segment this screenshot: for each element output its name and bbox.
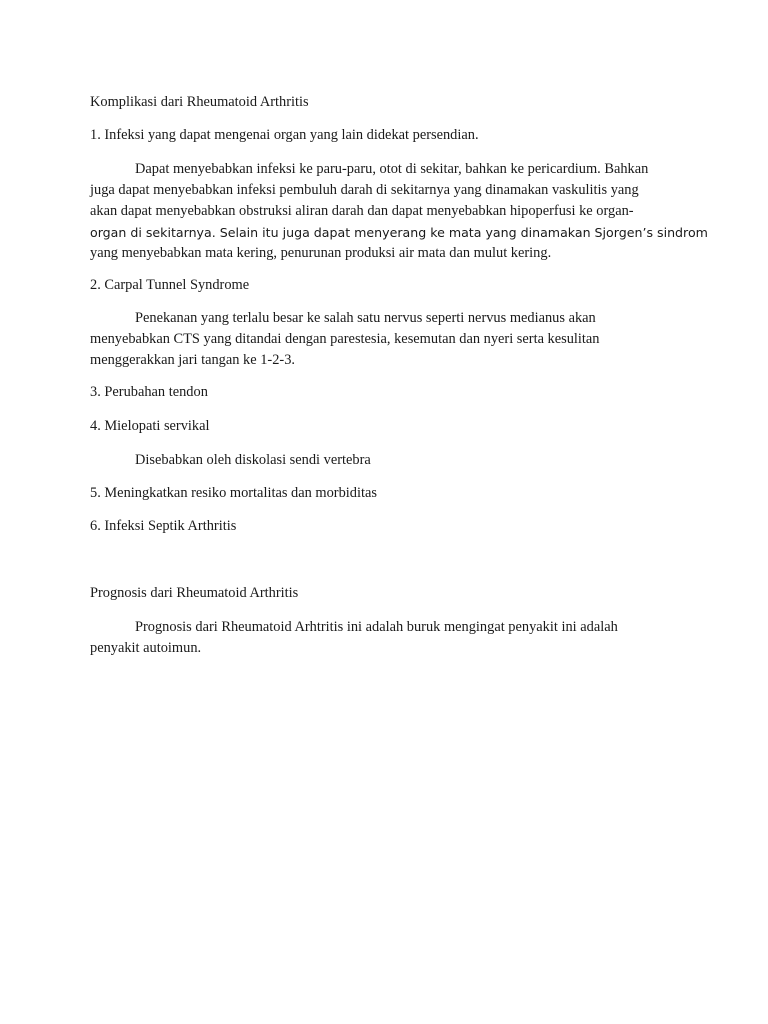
- item-2-title: 2. Carpal Tunnel Syndrome: [90, 277, 250, 293]
- item-3-title: 3. Perubahan tendon: [90, 384, 208, 400]
- item-1-title: 1. Infeksi yang dapat mengenai organ yang lain didekat persendian.: [90, 127, 479, 143]
- prognosis-body-line: penyakit autoimun.: [90, 640, 202, 656]
- item-1-body-line: juga dapat menyebabkan infeksi pembuluh darah di sekitarnya yang dinamakan vaskulitis yang: [90, 182, 639, 198]
- item-1-body-line: yang menyebabkan mata kering, penurunan produksi air mata dan mulut kering.: [90, 245, 552, 261]
- heading-komplikasi: Komplikasi dari Rheumatoid Arthritis: [90, 94, 309, 110]
- heading-prognosis: Prognosis dari Rheumatoid Arthritis: [90, 585, 299, 601]
- item-4-title: 4. Mielopati servikal: [90, 418, 210, 434]
- item-2-body: [90, 308, 690, 371]
- item-2-body-line: menyebabkan CTS yang ditandai dengan parestesia, kesemutan dan nyeri serta kesulitan: [90, 331, 600, 347]
- item-1-body-line: organ di sekitarnya. Selain itu juga dapat menyerang ke mata yang dinamakan Sjorgen’s sindrom: [90, 225, 708, 240]
- item-6-title: 6. Infeksi Septik Arthritis: [90, 518, 237, 534]
- prognosis-body: [90, 617, 690, 659]
- item-4-body: Disebabkan oleh diskolasi sendi vertebra: [135, 452, 371, 468]
- item-2-body-line: menggerakkan jari tangan ke 1-2-3.: [90, 352, 295, 368]
- item-5-title: 5. Meningkatkan resiko mortalitas dan morbiditas: [90, 485, 377, 501]
- item-1-body-line: Dapat menyebabkan infeksi ke paru-paru, otot di sekitar, bahkan ke pericardium. Bahkan: [135, 161, 649, 177]
- item-2-body-line: Penekanan yang terlalu besar ke salah satu nervus seperti nervus medianus akan: [135, 310, 596, 326]
- item-1-body: [90, 159, 708, 264]
- prognosis-body-line: Prognosis dari Rheumatoid Arhtritis ini adalah buruk mengingat penyakit ini adalah: [135, 619, 618, 635]
- item-1-body-line: akan dapat menyebabkan obstruksi aliran darah dan dapat menyebabkan hipoperfusi ke organ-: [90, 203, 634, 219]
